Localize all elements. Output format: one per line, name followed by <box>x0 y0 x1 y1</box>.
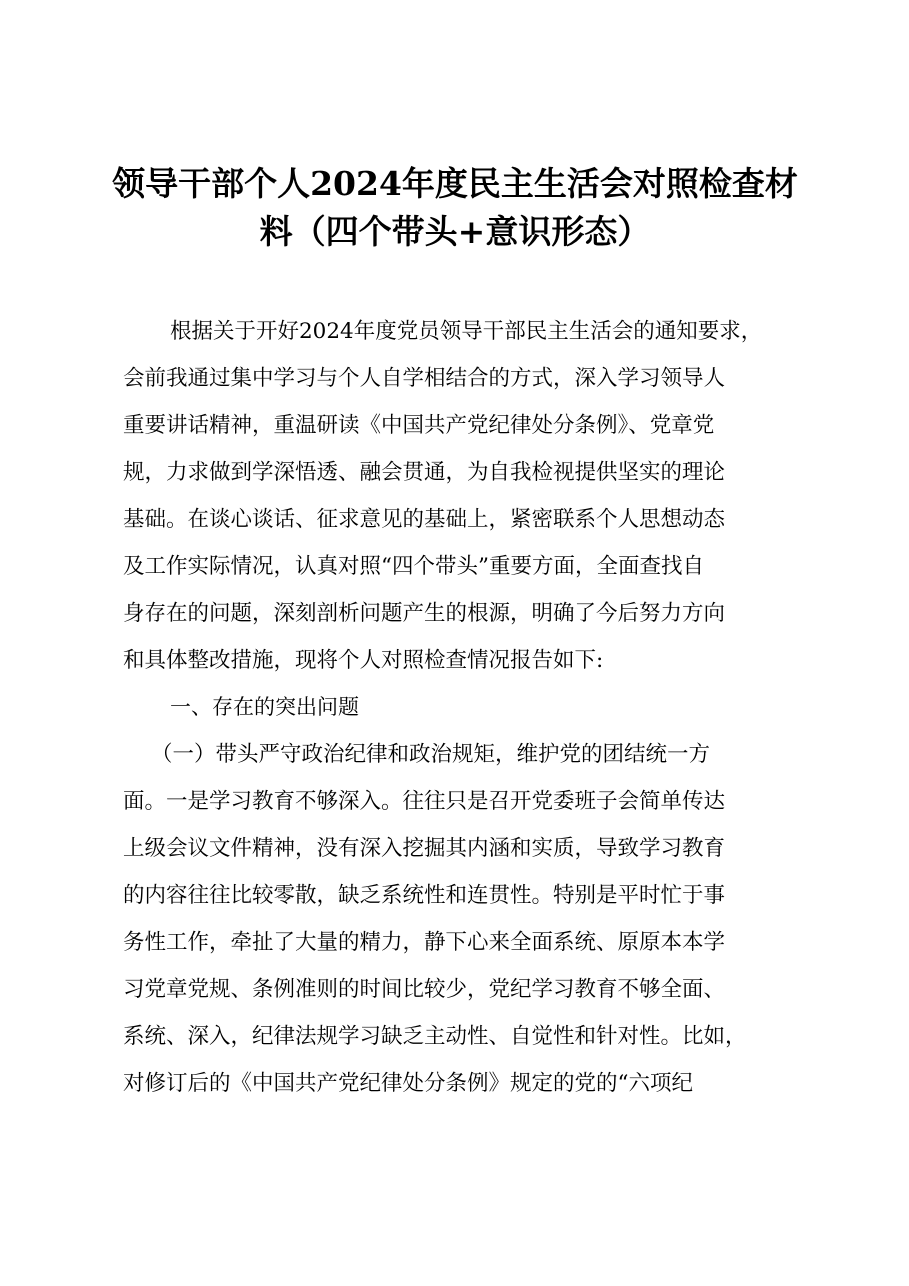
paragraph-line: 上级会议文件精神，没有深入挖掘其内涵和实质，导致学习教育 <box>123 836 726 861</box>
paragraph-line: 务性工作，牵扯了大量的精力，静下心来全面系统、原原本本学 <box>123 930 726 955</box>
paragraph-line: 习党章党规、条例准则的时间比较少，党纪学习教育不够全面、 <box>123 977 726 1002</box>
paragraph-line: 身存在的问题，深刻剖析问题产生的根源，明确了今后努力方向 <box>123 601 726 626</box>
document-body <box>123 308 813 1107</box>
paragraph-line: 的内容往往比较零散，缺乏系统性和连贯性。特别是平时忙于事 <box>123 883 726 908</box>
paragraph-line: 重要讲话精神，重温研读《中国共产党纪律处分条例》、党章党 <box>123 413 715 438</box>
section-heading: 一、存在的突出问题 <box>170 695 359 719</box>
paragraph-line: 基础。在谈心谈话、征求意见的基础上，紧密联系个人思想动态 <box>123 507 726 532</box>
paragraph-line: 对修订后的《中国共产党纪律处分条例》规定的党的“六项纪 <box>123 1071 693 1096</box>
paragraph-line: 根据关于开好2024年度党员领导干部民主生活会的通知要求， <box>170 319 763 344</box>
section1-paragraph <box>123 731 813 1107</box>
paragraph-line: 规，力求做到学深悟透、融会贯通，为自我检视提供坚实的理论 <box>123 460 726 485</box>
intro-paragraph <box>123 308 813 684</box>
paragraph-line: 及工作实际情况，认真对照“四个带头”重要方面，全面查找自 <box>123 554 704 579</box>
title-line-1: 领导干部个人2024年度民主生活会对照检查材 <box>112 164 798 203</box>
paragraph-line: 和具体整改措施，现将个人对照检查情况报告如下: <box>123 648 604 673</box>
paragraph-line: （一）带头严守政治纪律和政治规矩，维护党的团结统一方 <box>151 742 711 767</box>
paragraph-line: 系统、深入，纪律法规学习缺乏主动性、自觉性和针对性。比如， <box>123 1024 747 1049</box>
paragraph-line: 会前我通过集中学习与个人自学相结合的方式，深入学习领导人 <box>123 366 726 391</box>
paragraph-line: 面。一是学习教育不够深入。往往只是召开党委班子会简单传达 <box>123 789 726 814</box>
title-line-2: 料（四个带头+意识形态） <box>259 212 651 251</box>
document-title <box>100 160 810 256</box>
